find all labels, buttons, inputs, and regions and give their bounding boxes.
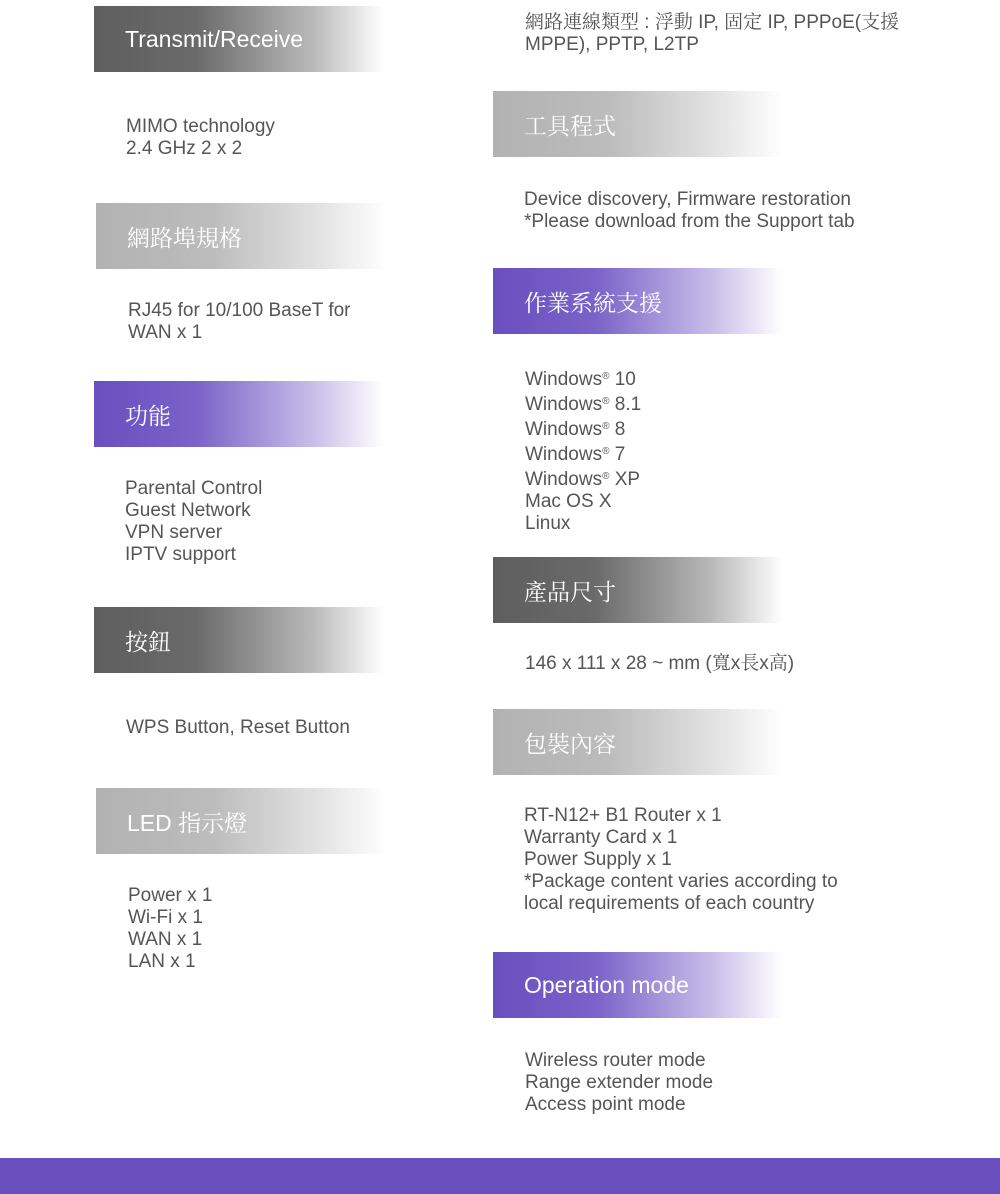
- spec-line: local requirements of each country: [524, 893, 815, 914]
- spec-line: MIMO technology: [126, 116, 275, 137]
- section-title-features: 功能: [125, 402, 171, 429]
- spec-line: WAN x 1: [128, 929, 203, 950]
- os-item-windows-8: Windows® 8: [525, 419, 626, 440]
- section-header-buttons: [94, 607, 384, 673]
- spec-line: 網路連線類型 : 浮動 IP, 固定 IP, PPPoE(支援: [525, 12, 900, 33]
- section-title-operation: Operation mode: [524, 971, 689, 998]
- os-item-mac: Mac OS X: [525, 491, 612, 512]
- spec-line: MPPE), PPTP, L2TP: [525, 34, 699, 55]
- spec-line: Access point mode: [525, 1094, 686, 1115]
- spec-line: 2.4 GHz 2 x 2: [126, 138, 243, 159]
- spec-line: Parental Control: [125, 478, 263, 499]
- section-header-dimensions: [493, 557, 783, 623]
- section-body-transmit: [126, 116, 275, 160]
- section-title-ports: 網路埠規格: [127, 224, 242, 251]
- section-body-utility: [524, 189, 855, 233]
- spec-line: RJ45 for 10/100 BaseT for: [128, 300, 351, 321]
- section-body-led: [128, 885, 212, 973]
- section-body-ports: [128, 300, 351, 344]
- section-title-dimensions: 產品尺寸: [524, 578, 616, 605]
- section-body-dimensions: [525, 653, 794, 675]
- spec-line: RT-N12+ B1 Router x 1: [524, 805, 722, 826]
- section-header-os: [493, 268, 783, 334]
- spec-line: Guest Network: [125, 500, 251, 521]
- section-header-features: [94, 381, 384, 447]
- section-header-led: [96, 788, 386, 854]
- section-title-package: 包裝內容: [524, 730, 616, 757]
- spec-line: WAN x 1: [128, 322, 203, 343]
- os-item-windows-81: Windows® 8.1: [525, 394, 642, 415]
- spec-line: Wi-Fi x 1: [128, 907, 203, 928]
- section-body-buttons: [126, 717, 350, 739]
- spec-line: Power x 1: [128, 885, 213, 906]
- section-title-led: LED 指示燈: [127, 809, 248, 836]
- spec-line: Device discovery, Firmware restoration: [524, 189, 851, 210]
- section-header-utility: [493, 91, 783, 157]
- section-title-transmit: Transmit/Receive: [125, 25, 304, 52]
- spec-line: IPTV support: [125, 544, 236, 565]
- section-body-wan-types: [525, 12, 899, 56]
- section-header-ports: [96, 203, 386, 269]
- os-item-windows-7: Windows® 7: [525, 444, 626, 465]
- spec-line: Warranty Card x 1: [524, 827, 678, 848]
- spec-line: Range extender mode: [525, 1072, 714, 1093]
- spec-line: 146 x 111 x 28 ~ mm (寬x長x高): [525, 653, 795, 674]
- section-body-operation: [525, 1050, 713, 1116]
- section-header-operation: [493, 952, 783, 1018]
- section-body-features: [125, 478, 262, 566]
- os-item-windows-xp: Windows® XP: [525, 469, 641, 490]
- section-header-transmit: [94, 6, 384, 72]
- spec-line: WPS Button, Reset Button: [126, 717, 350, 738]
- section-body-package: [524, 805, 838, 915]
- footer-bar: [0, 1158, 1000, 1194]
- section-title-os: 作業系統支援: [524, 289, 662, 316]
- section-title-buttons: 按鈕: [125, 628, 171, 655]
- spec-line: *Package content varies according to: [524, 871, 838, 892]
- spec-line: LAN x 1: [128, 951, 196, 972]
- section-title-utility: 工具程式: [524, 112, 616, 139]
- os-item-linux: Linux: [525, 513, 571, 534]
- spec-line: Power Supply x 1: [524, 849, 672, 870]
- section-header-package: [493, 709, 783, 775]
- spec-line: Wireless router mode: [525, 1050, 706, 1071]
- spec-line: *Please download from the Support tab: [524, 211, 855, 232]
- spec-line: VPN server: [125, 522, 223, 543]
- section-body-os: [525, 366, 641, 535]
- os-item-windows-10: Windows® 10: [525, 369, 636, 390]
